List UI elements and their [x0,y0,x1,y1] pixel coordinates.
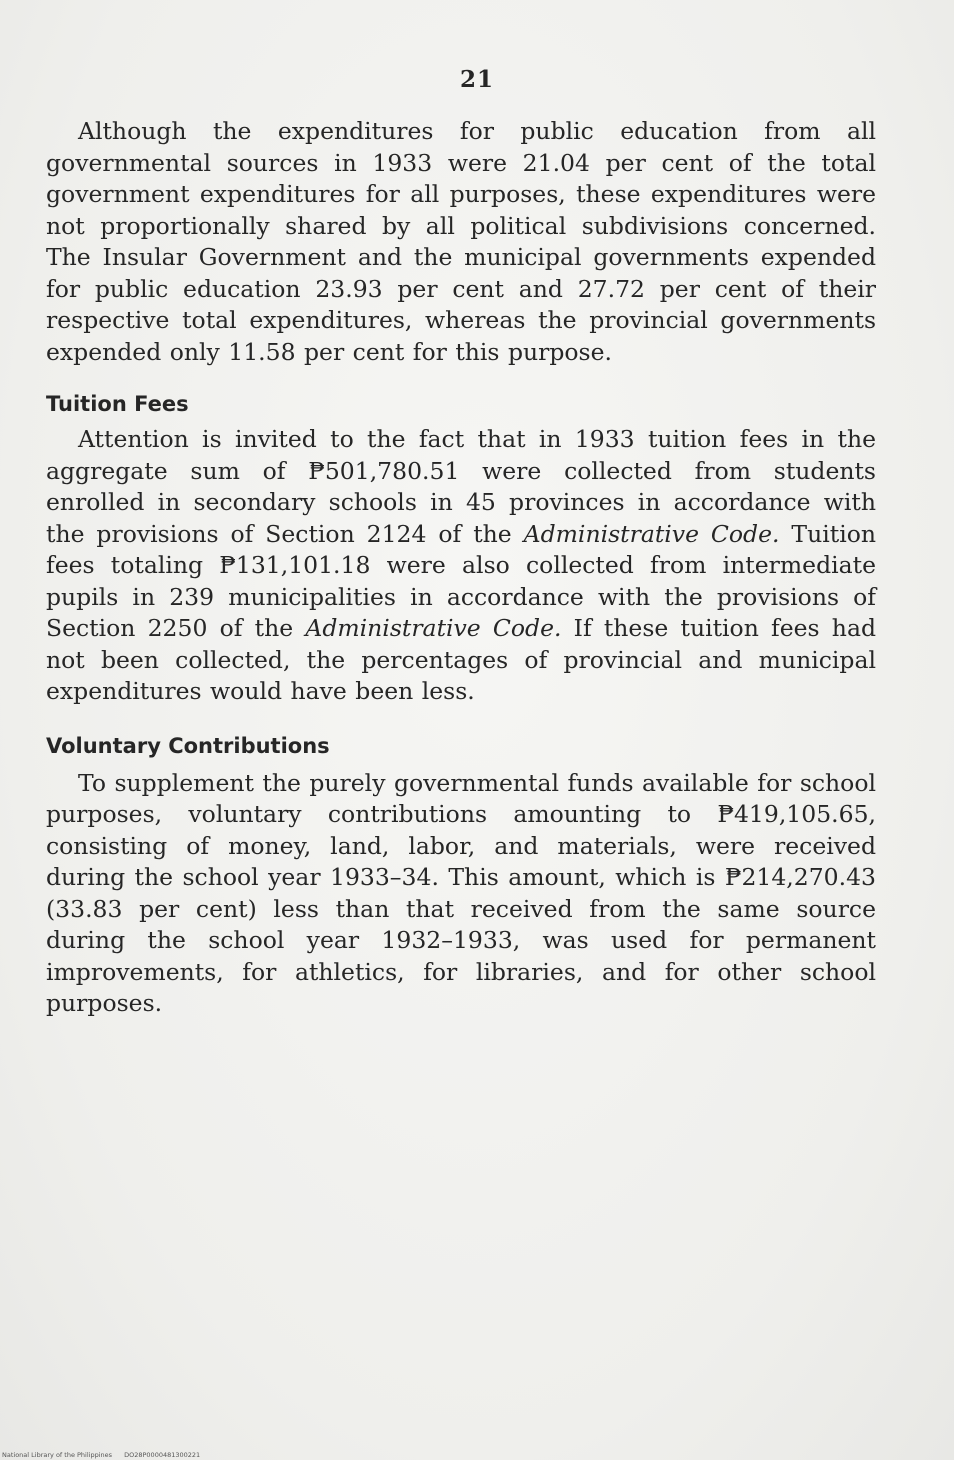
administrative-code-ref-1: Administrative Code. [523,519,780,548]
voluntary-contributions-heading: Voluntary Contributions [46,733,330,758]
intro-paragraph: Although the expenditures for public education from all governmental sources in 1933 were 21.04 per cent of the total government expenditures for all purposes, these expenditures were not proportionally shared by all political subdivisions concerned. The Insular Government and the municipal governments expended for public education 23.93 per cent and 27.72 per cent of their respective total expenditures, whereas the provincial governments expended only 11.58 per cent for this purpose. [46,117,876,366]
tuition-fees-heading: Tuition Fees [46,392,189,416]
administrative-code-ref-2: Administrative Code. [305,614,562,642]
library-credit: National Library of the Philippines [2,1451,113,1459]
scan-footer [2,1451,210,1459]
voluntary-contributions-paragraph: To supplement the purely governmental funds available for school purposes, voluntary contributions amounting to ₱419,105.65, consisting of money, land, labor, and materials, were received during the school year 1933–34. This amount, which is ₱214,270.43 (33.83 per cent) less than that received from the same source during the school year 1932–1933, was used for permanent improvements, for athletics, for libraries, and for other school purposes. [46,768,876,1017]
tuition-fees-paragraph [46,424,876,708]
page-body [46,116,876,1020]
scan-code: DO28P0000481300221 [124,1451,201,1459]
tuition-text-part-3: If these tuition fees had not been collected, the percentages of provincial and municipal expenditures would have been less. [46,614,876,705]
page-number: 21 [459,66,494,93]
tuition-text-part-1: Attention is invited to the fact that in 1933 tuition fees in the aggregate sum of ₱501,780.51 were collected from students enrolled in secondary schools in 45 provinces in accordance with the provisions of Section 2124 of the [46,425,876,548]
tuition-text-part-2: Tuition fees totaling ₱131,101.18 were also collected from intermediate pupils in 239 municipalities in accordance with the provisions of Section 2250 of the [46,519,876,642]
